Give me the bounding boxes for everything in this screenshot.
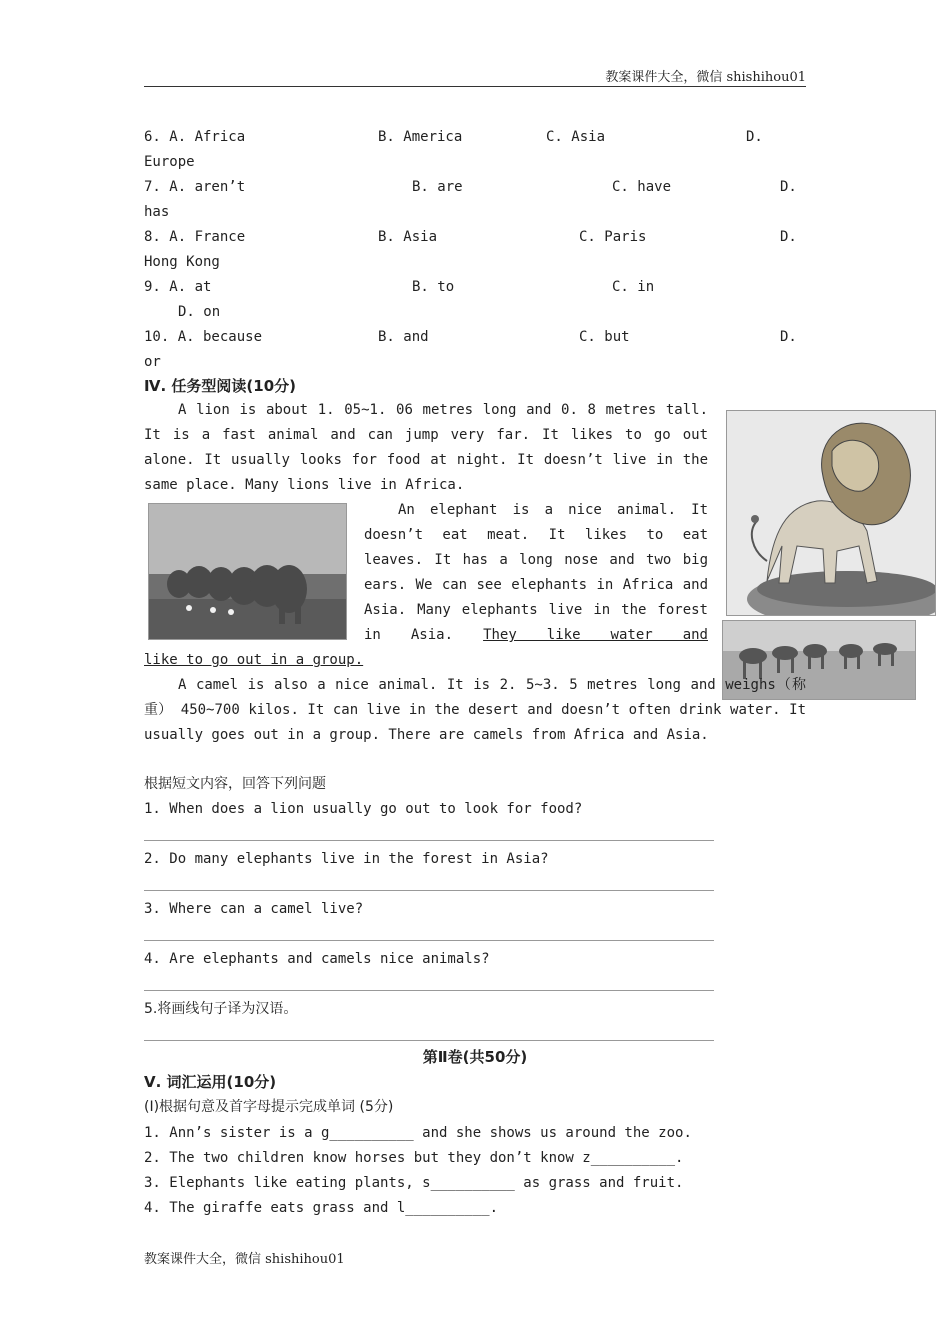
- answer-line-1[interactable]: [144, 840, 714, 841]
- vocab-item-1: 1. Ann’s sister is a g__________ and she shows us around the zoo.: [144, 1125, 692, 1141]
- mcq-10-d: D.: [780, 329, 797, 345]
- elephant-underlined-b: like to go out in a group.: [144, 652, 364, 668]
- mcq-10-cont: or: [144, 354, 161, 370]
- mcq-6-c: C. Asia: [546, 129, 606, 145]
- mcq-8-b: B. Asia: [378, 229, 438, 245]
- instruction-text: 根据短文内容，回答下列问题: [144, 776, 326, 792]
- footer-text: 教案课件大全，微信 shishihou01: [144, 1252, 345, 1267]
- mcq-9-cont: D. on: [178, 304, 221, 320]
- mcq-6-d: D.: [746, 129, 763, 145]
- mcq-9-b: B. to: [412, 279, 455, 295]
- mcq-7-d: D.: [780, 179, 797, 195]
- answer-line-2[interactable]: [144, 890, 714, 891]
- answer-line-3[interactable]: [144, 940, 714, 941]
- mcq-10-c: C. but: [579, 329, 630, 345]
- section-5-sub: (Ⅰ)根据句意及首字母提示完成单词 (5分): [144, 1099, 394, 1115]
- question-2: 2. Do many elephants live in the forest in Asia?: [144, 851, 549, 867]
- lion-paragraph: A lion is about 1. 05~1. 06 metres long and 0. 8 metres tall. It is a fast animal and can jump very far. It likes to go out alone. It usually looks for food at night. It doesn’t live in the same place. Many lions live in Africa.: [144, 402, 708, 493]
- mcq-8-c: C. Paris: [579, 229, 647, 245]
- section-4-heading: Ⅳ. 任务型阅读(10分): [144, 377, 296, 395]
- elephant-image: [148, 503, 347, 640]
- mcq-7-c: C. have: [612, 179, 672, 195]
- elephant-underlined-a: They like water and: [483, 627, 708, 643]
- mcq-10-a: 10. A. because: [144, 329, 263, 345]
- mcq-6-b: B. America: [378, 129, 463, 145]
- question-3: 3. Where can a camel live?: [144, 901, 364, 917]
- elephant-paragraph: [364, 498, 708, 648]
- mcq-7-b: B. are: [412, 179, 463, 195]
- elephant-text: An elephant is a nice animal. It doesn’t eat meat. It likes to eat leaves. It has a long nose and two big ears. We can see elephants in Africa and Asia. Many elephants live in the forest in Asia.: [364, 502, 708, 643]
- page-footer: [144, 1248, 345, 1267]
- mcq-8-cont: Hong Kong: [144, 254, 220, 270]
- mcq-6-a: 6. A. Africa: [144, 129, 246, 145]
- camel-paragraph: A camel is also a nice animal. It is 2. 5~3. 5 metres long and weighs（称重） 450~700 kilos. It can live in the desert and doesn’t often drink water. It usually goes out in a group. There are camels from Africa and Asia.: [144, 677, 806, 743]
- mcq-8-d: D.: [780, 229, 797, 245]
- mcq-7-cont: has: [144, 204, 170, 220]
- answer-line-4[interactable]: [144, 990, 714, 991]
- mcq-7-a: 7. A. aren’t: [144, 179, 246, 195]
- answer-line-5[interactable]: [144, 1040, 714, 1041]
- vocab-item-2: 2. The two children know horses but they don’t know z__________.: [144, 1150, 684, 1166]
- vocab-item-4: 4. The giraffe eats grass and l__________.: [144, 1200, 499, 1216]
- mcq-6-cont: Europe: [144, 154, 195, 170]
- mcq-10-b: B. and: [378, 329, 429, 345]
- lion-image: [726, 410, 936, 616]
- part-2-title: 第Ⅱ卷(共50分): [422, 1048, 528, 1066]
- header-text: 教案课件大全，微信 shishihou01: [605, 70, 806, 85]
- page-header: [144, 66, 806, 87]
- mcq-9-a: 9. A. at: [144, 279, 212, 295]
- question-4: 4. Are elephants and camels nice animals?: [144, 951, 490, 967]
- mcq-8-a: 8. A. France: [144, 229, 246, 245]
- vocab-item-3: 3. Elephants like eating plants, s__________ as grass and fruit.: [144, 1175, 684, 1191]
- section-5-heading: Ⅴ. 词汇运用(10分): [144, 1073, 277, 1091]
- question-5: 5.将画线句子译为汉语。: [144, 1001, 298, 1017]
- question-1: 1. When does a lion usually go out to look for food?: [144, 801, 583, 817]
- mcq-9-c: C. in: [612, 279, 655, 295]
